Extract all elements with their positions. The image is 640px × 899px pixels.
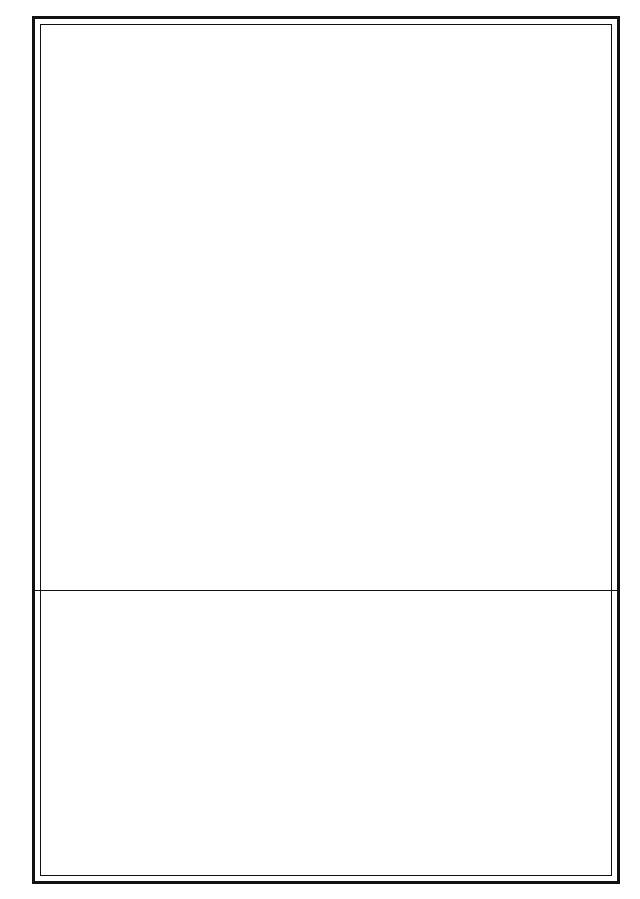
panel-divider — [35, 590, 617, 591]
text-frame — [32, 16, 620, 884]
bottom-text-panel — [45, 599, 603, 867]
top-text-panel — [45, 35, 603, 575]
